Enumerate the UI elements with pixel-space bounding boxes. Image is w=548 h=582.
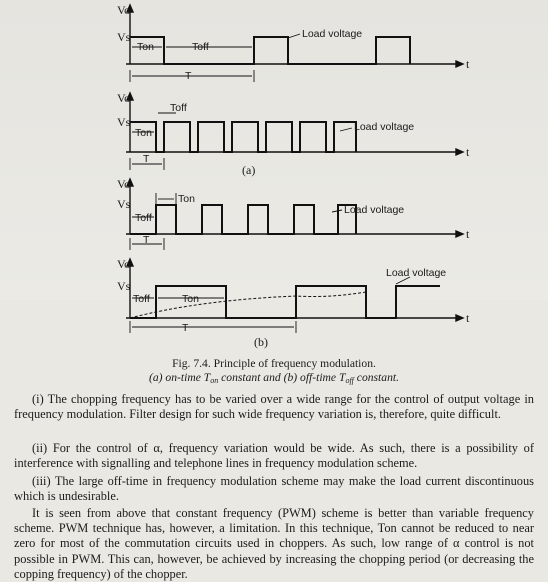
vs-label-3: Vs (117, 197, 131, 211)
vs-label-1: Vs (117, 30, 131, 44)
t-label-2: t (466, 145, 470, 159)
caption-ton-symbol: T (203, 371, 211, 384)
caption-a: (a) on-time (149, 371, 201, 384)
t-label-3: t (466, 227, 470, 241)
t-label-4: t (466, 311, 470, 325)
pulse-train (130, 122, 356, 152)
toff-label-1: Toff (192, 41, 209, 53)
toff-label-2: Toff (170, 102, 187, 114)
toff-label-4: Toff (133, 293, 150, 305)
load-voltage-label-3: Load voltage (344, 204, 405, 216)
paragraph-iii: (iii) The large off-time in frequency modulation scheme may make the load current discontinuous which is undesirable. (14, 474, 534, 504)
period-label-4: T (182, 322, 189, 334)
toff-label-3: Toff (135, 212, 152, 224)
y-label-3: Vo (117, 177, 131, 191)
load-voltage-trace (130, 292, 366, 318)
y-label-4: Vo (117, 257, 131, 271)
caption-toff-sub: off (345, 376, 354, 385)
period-label-1: T (185, 70, 192, 82)
vs-label-4: Vs (117, 279, 131, 293)
load-voltage-label-4: Load voltage (386, 267, 447, 279)
pulse-train (130, 37, 410, 64)
period-label-2: T (143, 153, 150, 165)
load-voltage-label-2: Load voltage (354, 121, 415, 133)
waveform-panel-1 (126, 5, 463, 82)
paragraph-i: (i) The chopping frequency has to be varied over a wide range for the control of output voltage in frequency modulation. Filter design for such wide frequency variation is, therefore, quite difficult. (14, 392, 534, 422)
paragraph-ii: (ii) For the control of α, frequency variation would be wide. As such, there is a possibility of interference with signalling and telephone lines in frequency modulation scheme. (14, 441, 534, 471)
pulse-train (130, 205, 356, 234)
y-label-2: Vo (117, 91, 131, 105)
y-label-1: Vo (117, 3, 131, 17)
ton-label-4: Ton (182, 293, 199, 305)
panel-tag-a: (a) (242, 163, 256, 177)
waveform-panel-3 (126, 179, 463, 250)
load-voltage-label-1: Load voltage (302, 28, 363, 40)
ton-label-3: Ton (178, 193, 195, 205)
pulse-train (130, 286, 440, 318)
panel-tag-b: (b) (254, 335, 268, 349)
ton-label-1: Ton (137, 41, 154, 53)
figure-caption-title: Fig. 7.4. Principle of frequency modulation. (172, 357, 376, 370)
caption-end: constant. (356, 371, 399, 384)
caption-toff-symbol: T (338, 371, 346, 384)
caption-mid: constant and (b) off-time (221, 371, 337, 384)
caption-ton-sub: on (210, 376, 219, 385)
paragraph-conclusion: It is seen from above that constant frequency (PWM) scheme is better than variable frequency scheme. PWM technique has, however, a limitation. In this technique, Ton cannot be reduced to near zero for most of the commutation circuits used in choppers. As such, low range of α control is not possible in PWM. This can, however, be achieved by increasing the chopping period (or decreasing the copping frequency) of the chopper. (14, 506, 534, 581)
ton-label-2: Ton (135, 127, 152, 139)
t-label-1: t (466, 57, 470, 71)
period-label-3: T (143, 234, 150, 246)
time-axis-arrow (456, 61, 463, 67)
figure-caption-detail (0, 371, 548, 388)
vs-label-2: Vs (117, 115, 131, 129)
